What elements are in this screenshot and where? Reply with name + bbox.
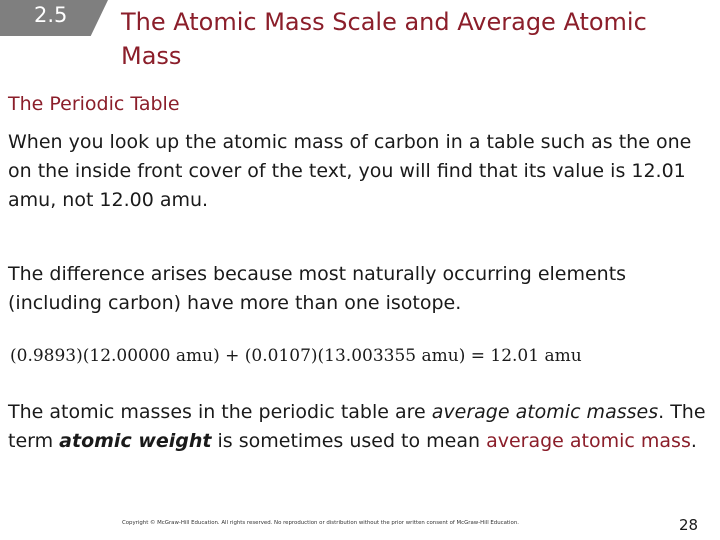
term-average-atomic-masses: average atomic masses	[431, 401, 659, 423]
paragraph3-text-1: The atomic masses in the periodic table are	[8, 401, 432, 423]
term-average-atomic-mass: average atomic mass	[486, 430, 691, 452]
page-number: 28	[679, 516, 699, 534]
paragraph-average-masses	[8, 398, 712, 456]
paragraph3-text-4: .	[690, 430, 697, 452]
paragraph-isotopes: The difference arises because most naturally occurring elements (including carbon) have more than one isotope.	[8, 263, 627, 314]
paragraph-carbon-mass: When you look up the atomic mass of carbon in a table such as the one on the inside front cover of the text, you will find that its value is 12.01 amu, not 12.00 amu.	[8, 131, 692, 211]
paragraph3-text-2: . The term	[8, 401, 706, 452]
term-atomic-weight: atomic weight	[59, 430, 212, 452]
subheading: The Periodic Table	[8, 93, 180, 115]
section-number: 2.5	[34, 3, 68, 27]
copyright-notice: Copyright © McGraw-Hill Education. All rights reserved. No reproduction or distribution without the prior written consent of McGraw-Hill Education.	[122, 520, 519, 526]
average-mass-equation: (0.9893)(12.00000 amu) + (0.0107)(13.003355 amu) = 12.01 amu	[10, 346, 582, 366]
slide-title: The Atomic Mass Scale and Average Atomic Mass	[121, 8, 647, 70]
paragraph3-text-3: is sometimes used to mean	[211, 430, 487, 452]
